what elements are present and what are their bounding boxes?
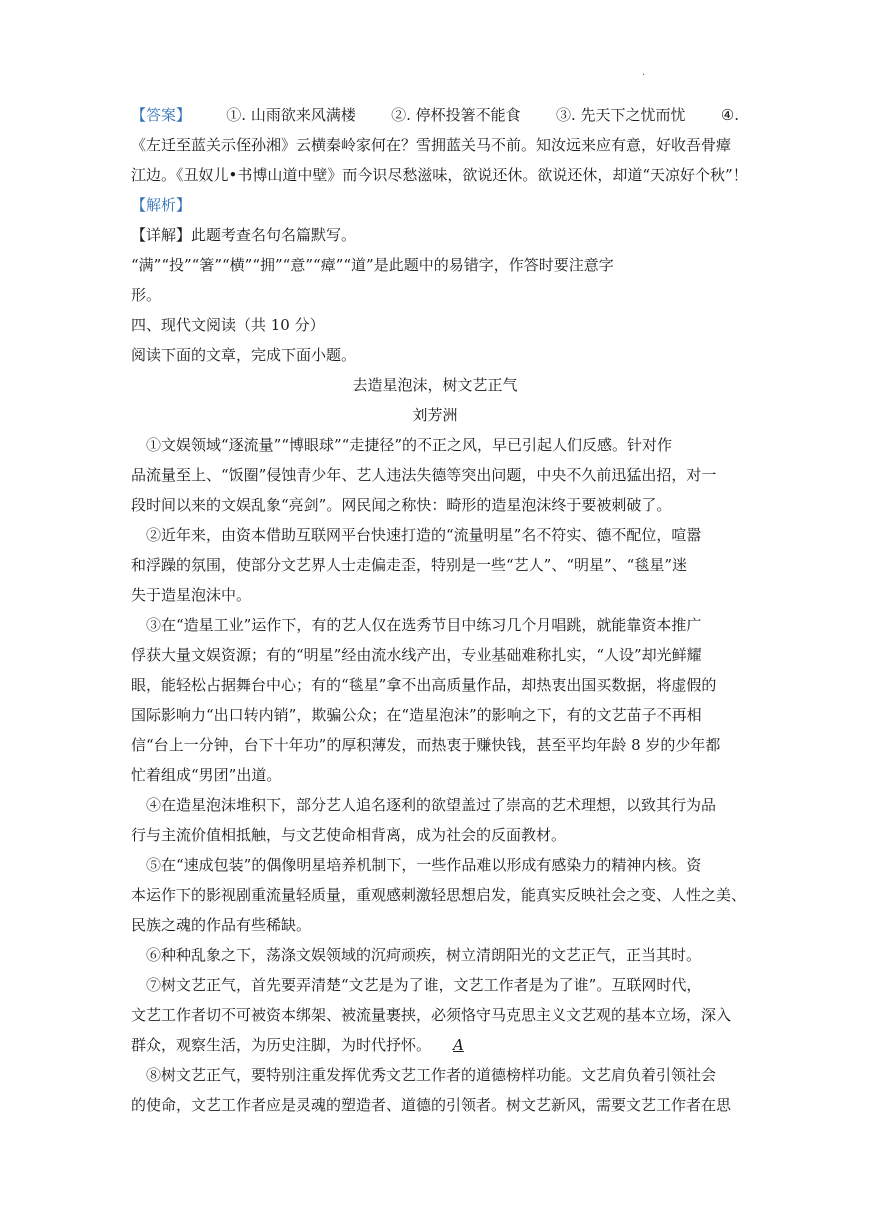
paragraph-line: 段时间以来的文娱乱象“亮剑”。网民闻之称快：畸形的造星泡沫终于要被刺破了。 <box>131 496 672 514</box>
paragraph-line: ⑧树文艺正气，要特别注重发挥优秀文艺工作者的道德榜样功能。文艺肩负着引领社会 <box>146 1066 717 1084</box>
paragraph-line: 失于造星泡沫中。 <box>131 586 252 604</box>
analysis-note-line: 形。 <box>131 286 162 304</box>
paragraph-line: 文艺工作者切不可被资本绑架、被流量裹挟，必须恪守马克思主义文艺观的基本立场，深入 <box>131 1006 732 1024</box>
section-heading: 四、现代文阅读（共 10 分） <box>131 316 325 334</box>
paragraph-1 <box>131 430 739 520</box>
paragraph-line: 本运作下的影视剧重流量轻质量，重观感刺激轻思想启发，能真实反映社会之变、人性之美、 <box>131 886 747 904</box>
analysis-note-line: “满”“投”“箸”“横”“拥”“意”“瘴”“道”是此题中的易错字，作答时要注意字 <box>131 256 614 274</box>
answer-item-3: ③. 先天下之忧而忧 <box>555 106 686 124</box>
paragraph-line: 国际影响力“出口转内销”，欺骗公众；在“造星泡沫”的影响之下，有的文艺苗子不再相 <box>131 706 702 724</box>
paragraph-line: ⑥种种乱象之下，荡涤文娱领域的沉疴顽疾，树立清朗阳光的文艺正气，正当其时。 <box>146 946 702 964</box>
paragraph-line: ①文娱领域“逐流量”“博眼球”“走捷径”的不正之风，早已引起人们反感。针对作 <box>146 436 673 454</box>
paragraph-line: 的使命，文艺工作者应是灵魂的塑造者、道德的引领者。树文艺新风，需要文艺工作者在思 <box>131 1096 732 1114</box>
answer-tag: 【答案】 <box>131 106 192 124</box>
paragraph-line: 品流量至上、“饭圈”侵蚀青少年、艺人违法失德等突出问题，中央不久前迅猛出招，对一 <box>131 466 717 484</box>
answer-item-1: ①. 山雨欲来风满楼 <box>226 106 356 124</box>
paragraph-8 <box>131 1060 739 1120</box>
paragraph-line: ⑦树文艺正气，首先要弄清楚“文艺是为了谁，文艺工作者是为了谁”。互联网时代， <box>146 976 702 994</box>
paragraph-7 <box>131 970 739 1060</box>
paragraph-2 <box>131 520 739 610</box>
document-content <box>131 100 748 1120</box>
paragraph-6 <box>131 940 739 970</box>
answer-line: 《左迁至蓝关示侄孙湘》云横秦岭家何在？雪拥蓝关马不前。知汝远来应有意，好收吾骨瘴 <box>131 136 732 154</box>
article-author: 刘芳洲 <box>412 406 458 424</box>
analysis-detail: 【详解】此题考查名句名篇默写。 <box>131 226 357 244</box>
paragraph-line: ③在“造星工业”运作下，有的艺人仅在选秀节目中练习几个月唱跳，就能靠资本推广 <box>146 616 702 634</box>
paragraph-line: 信“台上一分钟，台下十年功”的厚积薄发，而热衷于赚快钱，甚至平均年龄 8 岁的少年都 <box>131 736 721 754</box>
paragraph-line: 忙着组成“男团”出道。 <box>131 766 282 784</box>
answer-item-2: ②. 停杯投箸不能食 <box>391 106 521 124</box>
page-dot-mark: · <box>642 70 646 81</box>
paragraph-line: 俘获大量文娱资源；有的“明星”经由流水线产出，专业基础难称扎实，“人设”却光鲜耀 <box>131 646 702 664</box>
answer-item-4: ④. <box>720 106 739 124</box>
section-instruction: 阅读下面的文章，完成下面小题。 <box>131 346 357 364</box>
paragraph-line: 眼，能轻松占据舞台中心；有的“毯星”拿不出高质量作品，却热衷出国买数据，将虚假的 <box>131 676 717 694</box>
answer-row <box>131 100 739 130</box>
paragraph-line: ②近年来，由资本借助互联网平台快速打造的“流量明星”名不符实、德不配位，喧嚣 <box>146 526 702 544</box>
analysis-tag: 【解析】 <box>131 196 192 214</box>
answer-line: 江边。《丑奴儿•书博山道中壁》而今识尽愁滋味，欲说还休。欲说还休，却道“天凉好个秋”！ <box>131 166 748 184</box>
paragraph-line: 民族之魂的作品有些稀缺。 <box>131 916 312 934</box>
paragraph-line <box>131 1030 739 1060</box>
answer-blank: A <box>453 1036 464 1054</box>
paragraph-line: 和浮躁的氛围，使部分文艺界人士走偏走歪，特别是一些“艺人”、“明星”、“毯星”迷 <box>131 556 688 574</box>
article-title: 去造星泡沫，树文艺正气 <box>352 376 518 394</box>
paragraph-4 <box>131 790 739 850</box>
paragraph-5 <box>131 850 747 940</box>
paragraph-line: ⑤在“速成包装”的偶像明星培养机制下，一些作品难以形成有感染力的精神内核。资 <box>146 856 702 874</box>
paragraph-line-text: 群众，观察生活，为历史注脚，为时代抒怀。 <box>131 1036 432 1054</box>
paragraph-line: 行与主流价值相抵触，与文艺使命相背离，成为社会的反面教材。 <box>131 826 567 844</box>
paragraph-3 <box>131 610 739 790</box>
paragraph-line: ④在造星泡沫堆积下，部分艺人追名逐利的欲望盖过了崇高的艺术理想，以致其行为品 <box>146 796 717 814</box>
